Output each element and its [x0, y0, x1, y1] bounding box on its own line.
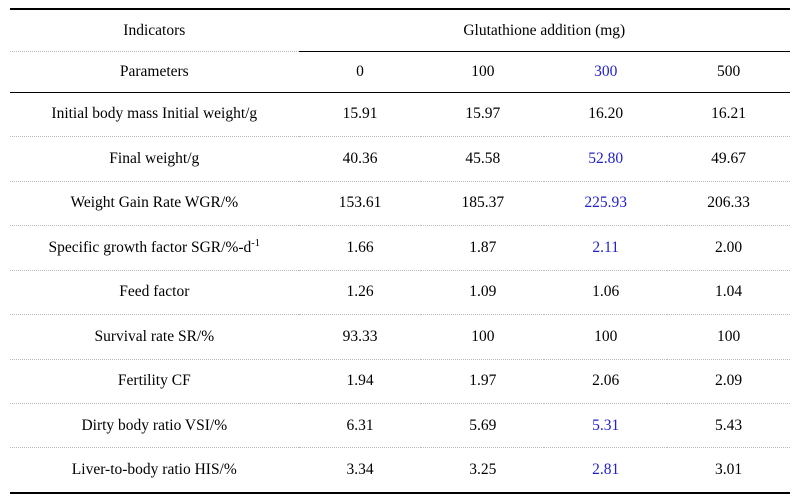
row-label-text: Survival rate SR/% — [94, 327, 215, 345]
cell-value: 5.31 — [544, 404, 667, 448]
parameters-label: Parameters — [10, 52, 299, 92]
row-label — [10, 137, 299, 181]
cell-value: 1.87 — [421, 226, 544, 270]
table-row — [10, 181, 790, 225]
cell-value: 52.80 — [544, 137, 667, 181]
row-label — [10, 92, 299, 136]
cell-value: 1.09 — [421, 270, 544, 314]
cell-value: 206.33 — [667, 181, 790, 225]
cell-value: 93.33 — [299, 315, 422, 359]
cell-value: 1.06 — [544, 270, 667, 314]
cell-value: 6.31 — [299, 404, 422, 448]
row-label-text: Feed factor — [119, 283, 190, 301]
table-header-group-row — [10, 9, 790, 52]
table-row — [10, 404, 790, 448]
results-table — [10, 8, 790, 494]
cell-value: 2.09 — [667, 359, 790, 403]
cell-value: 16.20 — [544, 92, 667, 136]
cell-value: 15.97 — [421, 92, 544, 136]
row-label-text: Fertility CF — [117, 372, 191, 390]
row-label — [10, 448, 299, 493]
column-group-header: Glutathione addition (mg) — [299, 9, 790, 52]
table-row — [10, 315, 790, 359]
cell-value: 225.93 — [544, 181, 667, 225]
cell-value: 2.00 — [667, 226, 790, 270]
cell-value: 100 — [421, 315, 544, 359]
cell-value: 1.26 — [299, 270, 422, 314]
cell-value: 15.91 — [299, 92, 422, 136]
table-body — [10, 9, 790, 493]
cell-value: 3.25 — [421, 448, 544, 493]
column-header-3: 500 — [667, 52, 790, 92]
cell-value: 2.81 — [544, 448, 667, 493]
table-row — [10, 448, 790, 493]
cell-value: 3.01 — [667, 448, 790, 493]
cell-value: 40.36 — [299, 137, 422, 181]
table-header-parameters-row — [10, 52, 790, 92]
cell-value: 1.97 — [421, 359, 544, 403]
row-label-text: Weight Gain Rate WGR/% — [70, 194, 239, 212]
cell-value: 16.21 — [667, 92, 790, 136]
cell-value: 100 — [544, 315, 667, 359]
table-row — [10, 92, 790, 136]
cell-value: 3.34 — [299, 448, 422, 493]
row-label-superscript: -1 — [251, 237, 261, 249]
table-row — [10, 226, 790, 270]
cell-value: 185.37 — [421, 181, 544, 225]
cell-value: 100 — [667, 315, 790, 359]
cell-value: 49.67 — [667, 137, 790, 181]
row-label — [10, 181, 299, 225]
cell-value: 1.04 — [667, 270, 790, 314]
cell-value: 153.61 — [299, 181, 422, 225]
cell-value: 5.69 — [421, 404, 544, 448]
cell-value: 45.58 — [421, 137, 544, 181]
cell-value: 2.11 — [544, 226, 667, 270]
table-row — [10, 359, 790, 403]
column-header-0: 0 — [299, 52, 422, 92]
table-row — [10, 270, 790, 314]
cell-value: 1.66 — [299, 226, 422, 270]
row-label — [10, 270, 299, 314]
row-label — [10, 359, 299, 403]
cell-value: 2.06 — [544, 359, 667, 403]
row-label-text: Initial body mass Initial weight/g — [51, 105, 258, 123]
table-row — [10, 137, 790, 181]
cell-value: 5.43 — [667, 404, 790, 448]
row-label-text: Liver-to-body ratio HIS/% — [71, 461, 237, 479]
cell-value: 1.94 — [299, 359, 422, 403]
row-label-header: Indicators — [10, 9, 299, 52]
row-label-text: Dirty body ratio VSI/% — [81, 416, 228, 434]
row-label — [10, 315, 299, 359]
row-label-text: Final weight/g — [109, 149, 200, 167]
row-label — [10, 226, 299, 270]
row-label-text: Specific growth factor SGR/%-d — [48, 238, 252, 256]
column-header-1: 100 — [421, 52, 544, 92]
column-header-2: 300 — [544, 52, 667, 92]
row-label — [10, 404, 299, 448]
